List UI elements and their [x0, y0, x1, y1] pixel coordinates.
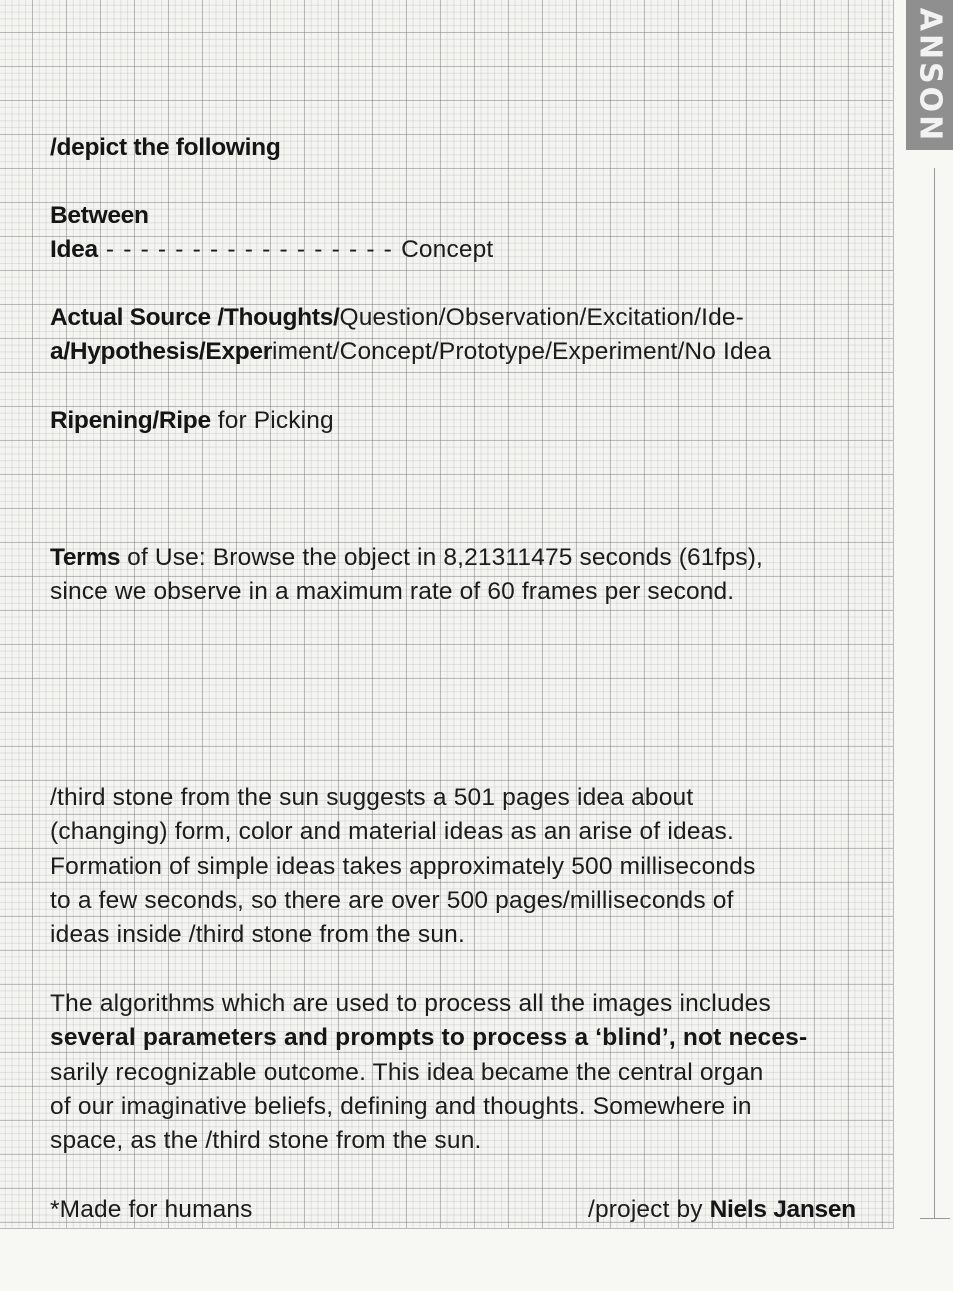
algorithms-paragraph: [50, 987, 807, 1158]
third-stone-line: /third stone from the sun suggests a 501 pages idea about: [50, 784, 694, 811]
terms-line-1-rest: of Use: Browse the object in 8,21311475 seconds (61fps),: [120, 544, 763, 571]
algorithms-line: several parameters and prompts to process a ‘blind’, not neces-: [50, 1024, 808, 1052]
ripening-bold: Ripening/Ripe: [50, 407, 211, 434]
depict-heading: /depict the following: [50, 134, 281, 161]
project-prefix: /project by: [588, 1196, 710, 1223]
source-line-1-rest: Question/Observation/Excitation/Ide-: [339, 304, 744, 331]
third-stone-line: (changing) form, color and material ideas as an arise of ideas.: [50, 818, 734, 846]
third-stone-line: Formation of simple ideas takes approximately 500 milliseconds: [50, 852, 756, 880]
source-line-1: [50, 301, 744, 335]
idea-label: Idea: [50, 236, 98, 263]
third-stone-line: ideas inside /third stone from the sun.: [50, 921, 465, 949]
idea-concept-line: [50, 233, 493, 267]
third-stone-line: to a few seconds, so there are over 500 pages/milliseconds of: [50, 886, 734, 914]
author-name: Niels Jansen: [709, 1196, 856, 1223]
project-credit: [588, 1193, 856, 1227]
algorithms-line: space, as the /third stone from the sun.: [50, 1127, 482, 1155]
source-line-1-bold: Actual Source /Thoughts/: [50, 304, 340, 331]
ripening-rest: for Picking: [210, 407, 334, 434]
algorithms-line: of our imaginative beliefs, defining and thoughts. Somewhere in: [50, 1092, 752, 1120]
margin-rule-bottom: [920, 1218, 950, 1219]
concept-label: Concept: [401, 236, 494, 263]
made-for-humans: *Made for humans: [50, 1196, 253, 1223]
brand-logo-text: ANSON: [912, 7, 948, 143]
between-label: Between: [50, 202, 149, 229]
source-line-2-bold: a/Hypothesis/Exper: [50, 338, 272, 365]
right-margin: [894, 0, 953, 1291]
terms-line-2: since we observe in a maximum rate of 60 frames per second.: [50, 578, 735, 605]
terms-bold: Terms: [50, 544, 121, 571]
algorithms-line: The algorithms which are used to process all the images includes: [50, 990, 771, 1017]
idea-dashes: - - - - - - - - - - - - - - - - -: [97, 236, 402, 263]
source-line-2: [50, 335, 771, 369]
ripening-line: [50, 404, 334, 438]
source-line-2-rest: iment/Concept/Prototype/Experiment/No Idea: [272, 338, 772, 365]
brand-logo: [906, 0, 953, 150]
algorithms-line: sarily recognizable outcome. This idea became the central organ: [50, 1058, 764, 1086]
margin-rule: [934, 168, 935, 1218]
third-stone-paragraph: [50, 781, 756, 952]
terms-line-1: [50, 541, 763, 575]
